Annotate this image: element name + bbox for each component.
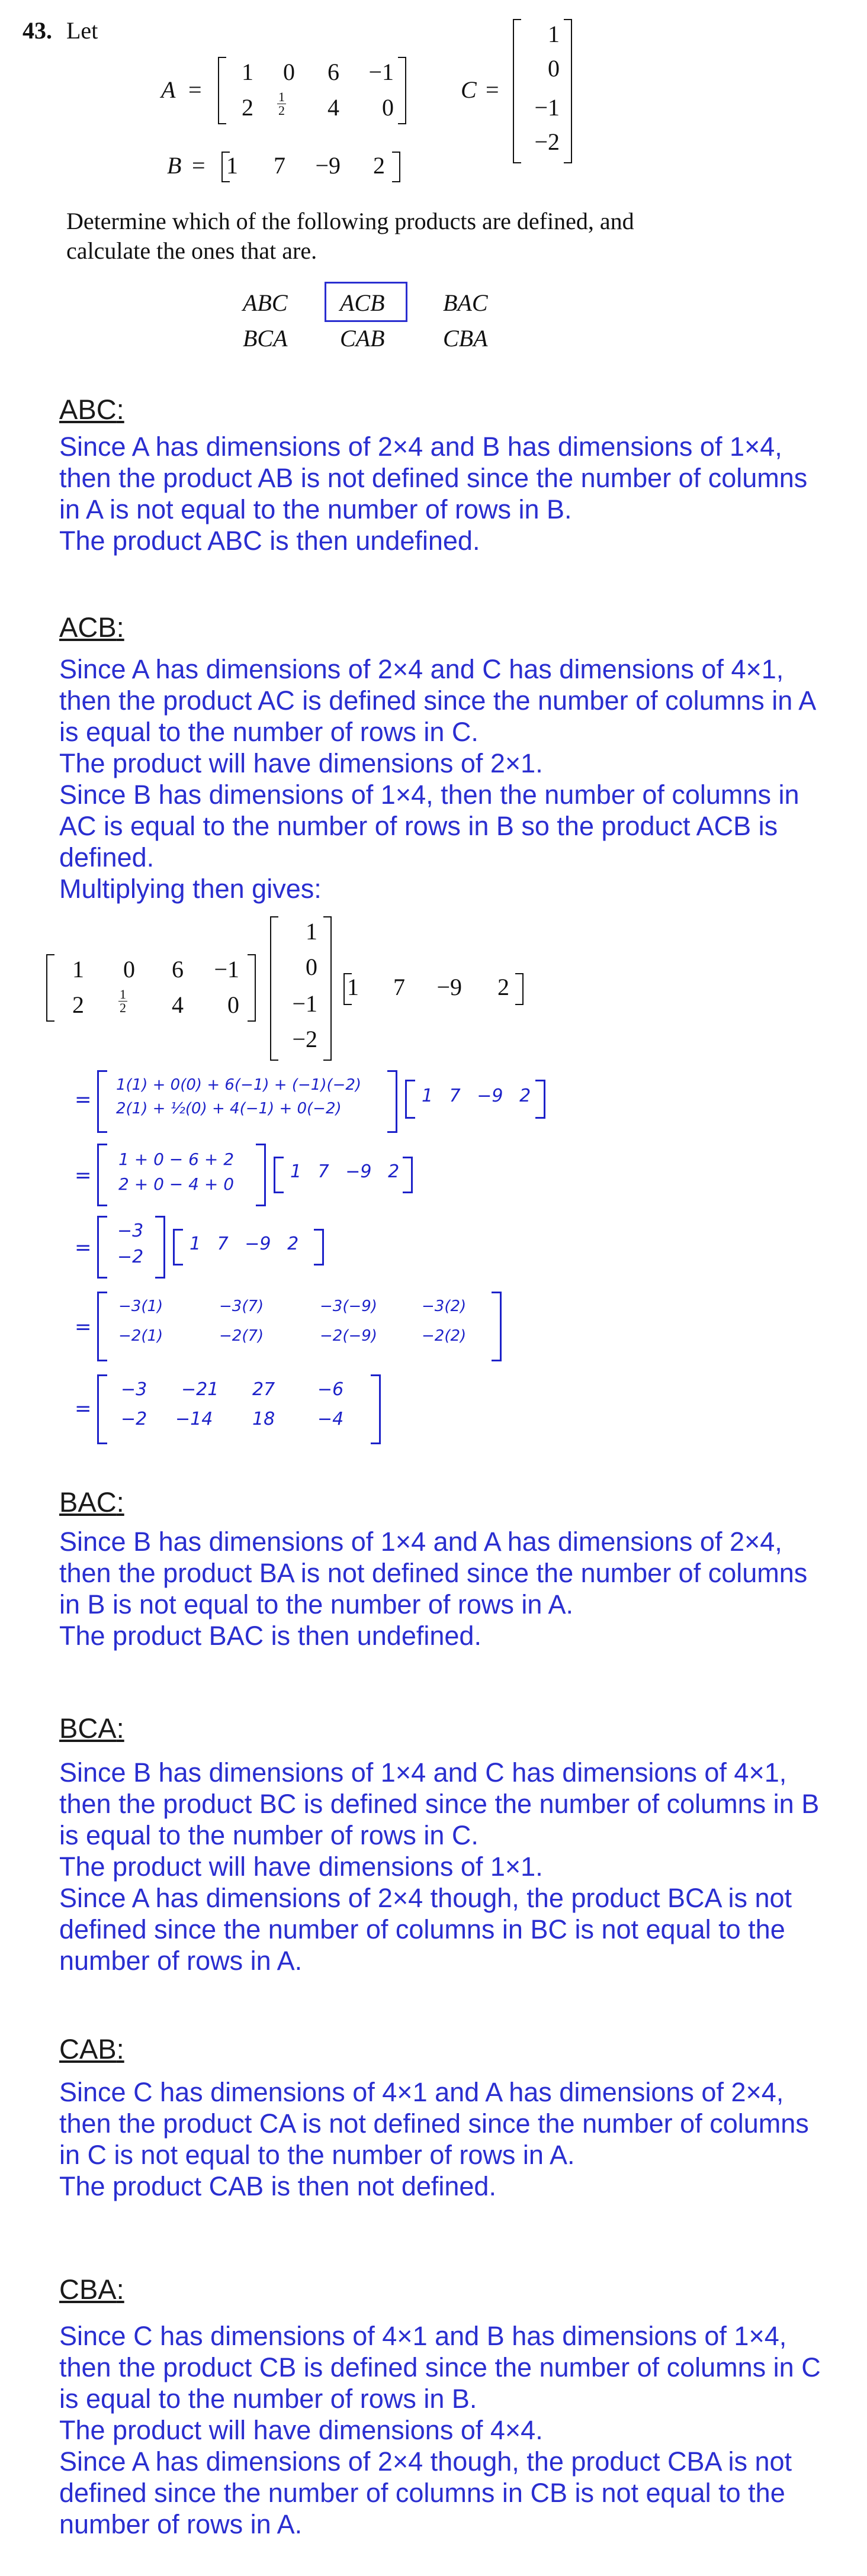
- hw-result-cell: −3: [121, 1379, 147, 1400]
- expr-a-cell: 6: [172, 956, 184, 983]
- text-line: Since B has dimensions of 1×4 and C has dimensions of 4×1,: [59, 1757, 787, 1788]
- expr-a-cell: 2: [72, 991, 84, 1018]
- hw-equals: =: [75, 1397, 92, 1421]
- hw-step1-right-bracket: [387, 1070, 397, 1133]
- text-line: is equal to the number of rows in B.: [59, 2384, 477, 2414]
- hw-result-cell: 27: [252, 1379, 275, 1400]
- hw-step2-row1: 1 + 0 − 6 + 2: [118, 1149, 235, 1169]
- section-heading-cab: CAB:: [59, 2033, 124, 2065]
- text-line: Since A has dimensions of 2×4 and C has dimensions of 4×1,: [59, 654, 784, 684]
- text-line: Since C has dimensions of 4×1 and A has dimensions of 2×4,: [59, 2077, 784, 2107]
- matrix-a-cell: 2: [242, 94, 253, 121]
- expr-b-right-bracket: [515, 973, 524, 1005]
- hw-step3-entry: −2: [117, 1247, 144, 1267]
- hw-step3-b-right-bracket: [314, 1229, 324, 1266]
- hw-step4-cell: −3(2): [422, 1297, 467, 1315]
- hw-step2-b-right-bracket: [403, 1157, 413, 1193]
- hw-step3-right-bracket: [155, 1216, 165, 1279]
- expr-a-cell: 0: [227, 991, 239, 1018]
- problem-number: 43.: [23, 17, 52, 44]
- section-cba-body: [59, 2320, 821, 2540]
- hw-step4-cell: −3(−9): [320, 1297, 377, 1315]
- hw-step4-cell: −2(7): [219, 1327, 264, 1345]
- text-line: in C is not equal to the number of rows in A.: [59, 2140, 575, 2170]
- matrix-c-right-bracket: [564, 19, 572, 163]
- section-bac-body: [59, 1526, 807, 1651]
- hw-equals: =: [75, 1236, 92, 1260]
- section-heading-abc: ABC:: [59, 394, 124, 425]
- one-half-fraction: $\frac{1}{2}$: [120, 987, 126, 1015]
- text-line: The product will have dimensions of 2×1.: [59, 748, 543, 778]
- matrix-a-cell: 0: [382, 94, 394, 121]
- text-line: AC is equal to the number of rows in B so the product ACB is: [59, 811, 778, 841]
- matrix-a-cell: −1: [368, 59, 394, 85]
- hw-result-cell: −4: [317, 1409, 344, 1429]
- expr-a-cell: 1: [72, 956, 84, 983]
- section-heading-bca: BCA:: [59, 1712, 124, 1744]
- text-line: Since C has dimensions of 4×1 and B has dimensions of 1×4,: [59, 2321, 787, 2351]
- hw-result-cell: −6: [317, 1379, 344, 1400]
- hw-vec-entry: −9: [345, 1161, 372, 1182]
- matrix-a-cell-half: [277, 91, 286, 117]
- text-line: Multiplying then gives:: [59, 874, 322, 904]
- matrix-a-equals: =: [188, 76, 202, 103]
- section-acb-body: [59, 653, 816, 904]
- hw-step3-entry: −3: [117, 1221, 144, 1241]
- expr-a-cell-half: [118, 988, 127, 1015]
- expr-a-cell: −1: [214, 956, 239, 983]
- product-option-highlighted: ACB: [340, 289, 385, 316]
- hw-vec-entry: 1: [290, 1161, 302, 1182]
- matrix-a-cell: 0: [283, 59, 295, 85]
- text-line: is equal to the number of rows in C.: [59, 1820, 479, 1850]
- text-line: number of rows in A.: [59, 1946, 303, 1976]
- hw-step1-row2: 2(1) + ½(0) + 4(−1) + 0(−2): [116, 1100, 342, 1118]
- hw-vec-entry: 1: [422, 1086, 434, 1106]
- hw-vec-entry: 7: [217, 1234, 229, 1254]
- text-line: Since A has dimensions of 2×4 though, the product CBA is not: [59, 2446, 792, 2477]
- question-line-2: calculate the ones that are.: [66, 237, 317, 264]
- hw-step1-row-vector: [422, 1086, 531, 1106]
- product-option: CAB: [340, 325, 385, 352]
- section-heading-bac: BAC:: [59, 1486, 124, 1518]
- hw-step1-b-right-bracket: [535, 1080, 545, 1119]
- text-line: The product will have dimensions of 1×1.: [59, 1852, 543, 1882]
- text-line: Since B has dimensions of 1×4, then the number of columns in: [59, 780, 799, 810]
- matrix-b-cell: 2: [373, 152, 385, 179]
- hw-equals: =: [75, 1088, 92, 1112]
- text-line: Since B has dimensions of 1×4 and A has dimensions of 2×4,: [59, 1527, 782, 1557]
- hw-vec-entry: 1: [190, 1234, 201, 1254]
- hw-step3-b-left-bracket: [173, 1229, 183, 1266]
- hw-step3-row-vector: [190, 1234, 298, 1254]
- matrix-a-cell: 1: [242, 59, 253, 85]
- hw-vec-entry: 2: [519, 1086, 531, 1106]
- text-line: then the product AC is defined since the number of columns in A: [59, 685, 817, 716]
- matrix-c-cell: −2: [534, 128, 560, 155]
- hw-step4-cell: −3(7): [219, 1297, 264, 1315]
- matrix-b-cell: −9: [315, 152, 341, 179]
- hw-step4-cell: −3(1): [118, 1297, 163, 1315]
- matrix-c-cell: 0: [548, 55, 560, 82]
- expr-c-cell: −1: [292, 990, 317, 1017]
- hw-vec-entry: 2: [388, 1161, 400, 1182]
- expr-b-cell: 2: [497, 974, 509, 1000]
- text-line: Since A has dimensions of 2×4 though, the product BCA is not: [59, 1883, 792, 1913]
- product-option: BCA: [243, 325, 288, 352]
- expr-a-right-bracket: [248, 954, 256, 1022]
- text-line: then the product BA is not defined since the number of columns: [59, 1558, 808, 1588]
- text-line: defined since the number of columns in CB is not equal to the: [59, 2478, 785, 2508]
- product-option: ABC: [243, 289, 288, 316]
- matrix-b-cell: 7: [274, 152, 285, 179]
- hw-step3-left-bracket: [97, 1216, 107, 1279]
- hw-result-cell: −21: [181, 1379, 219, 1400]
- hw-step4-cell: −2(−9): [320, 1327, 377, 1345]
- matrix-a-cell: 4: [327, 94, 339, 121]
- hw-step2-row2: 2 + 0 − 4 + 0: [118, 1174, 235, 1194]
- hw-equals: =: [75, 1164, 92, 1187]
- hw-step2-right-bracket: [256, 1144, 266, 1206]
- matrix-b-name: B: [167, 152, 182, 179]
- hw-result-right-bracket: [371, 1374, 381, 1444]
- matrix-a-right-bracket: [398, 57, 406, 124]
- hw-vec-entry: −9: [477, 1086, 503, 1106]
- hw-result-cell: −14: [175, 1409, 213, 1429]
- hw-vec-entry: 2: [287, 1234, 299, 1254]
- hw-step1-row1: 1(1) + 0(0) + 6(−1) + (−1)(−2): [116, 1076, 362, 1094]
- hw-step1-left-bracket: [97, 1070, 107, 1133]
- text-line: The product BAC is then undefined.: [59, 1621, 481, 1651]
- expr-b-cell: 7: [393, 974, 405, 1000]
- text-line: is equal to the number of rows in C.: [59, 717, 479, 747]
- text-line: The product will have dimensions of 4×4.: [59, 2415, 543, 2445]
- text-line: The product ABC is then undefined.: [59, 526, 480, 556]
- hw-step4-cell: −2(2): [422, 1327, 467, 1345]
- section-cab-body: [59, 2076, 809, 2202]
- problem-intro: Let: [66, 17, 98, 44]
- hw-result-cell: 18: [252, 1409, 275, 1429]
- expr-b-cell: 1: [347, 974, 359, 1000]
- expr-c-cell: 1: [306, 918, 317, 945]
- section-heading-acb: ACB:: [59, 611, 124, 643]
- text-line: number of rows in A.: [59, 2509, 303, 2539]
- hw-step4-right-bracket: [492, 1292, 502, 1361]
- expr-a-cell: 0: [123, 956, 135, 983]
- matrix-a-cell: 6: [327, 59, 339, 85]
- hw-vec-entry: 7: [449, 1086, 461, 1106]
- text-line: then the product BC is defined since the number of columns in B: [59, 1789, 820, 1819]
- expr-c-cell: 0: [306, 954, 317, 980]
- text-line: Since A has dimensions of 2×4 and B has dimensions of 1×4,: [59, 432, 782, 462]
- product-option: CBA: [443, 325, 488, 352]
- product-option: BAC: [443, 289, 488, 316]
- matrix-c-cell: 1: [548, 21, 560, 47]
- hw-step4-cell: −2(1): [118, 1327, 163, 1345]
- one-half-fraction: $\frac{1}{2}$: [278, 89, 285, 118]
- matrix-b-cell: 1: [226, 152, 238, 179]
- hw-result-cell: −2: [121, 1409, 147, 1429]
- hw-vec-entry: 7: [317, 1161, 329, 1182]
- hw-step2-left-bracket: [97, 1144, 107, 1206]
- section-heading-cba: CBA:: [59, 2274, 124, 2305]
- expr-c-cell: −2: [292, 1026, 317, 1052]
- text-line: then the product CB is defined since the number of columns in C: [59, 2352, 821, 2382]
- matrix-b-right-bracket: [392, 152, 400, 182]
- text-line: then the product CA is not defined since the number of columns: [59, 2108, 809, 2139]
- hw-vec-entry: −9: [245, 1234, 271, 1254]
- hw-equals: =: [75, 1315, 92, 1339]
- hw-step2-b-left-bracket: [274, 1157, 284, 1193]
- text-line: defined since the number of columns in BC is not equal to the: [59, 1914, 785, 1944]
- matrix-a-name: A: [161, 76, 176, 103]
- section-abc-body: [59, 431, 807, 556]
- section-bca-body: [59, 1757, 819, 1976]
- text-line: in B is not equal to the number of rows in A.: [59, 1589, 573, 1619]
- hw-step4-left-bracket: [97, 1292, 107, 1361]
- matrix-b-equals: =: [192, 152, 205, 179]
- matrix-c-cell: −1: [534, 94, 560, 121]
- hw-result-left-bracket: [97, 1374, 107, 1444]
- hw-step1-b-left-bracket: [405, 1080, 415, 1119]
- hw-step2-row-vector: [290, 1161, 399, 1182]
- text-line: defined.: [59, 842, 155, 872]
- expr-b-cell: −9: [436, 974, 462, 1000]
- matrix-c-equals: =: [486, 76, 499, 103]
- question-line-1: Determine which of the following products are defined, and: [66, 208, 634, 234]
- text-line: in A is not equal to the number of rows in B.: [59, 494, 572, 524]
- expr-a-cell: 4: [172, 991, 184, 1018]
- text-line: The product CAB is then not defined.: [59, 2171, 496, 2201]
- text-line: then the product AB is not defined since the number of columns: [59, 463, 808, 493]
- matrix-c-name: C: [461, 76, 477, 103]
